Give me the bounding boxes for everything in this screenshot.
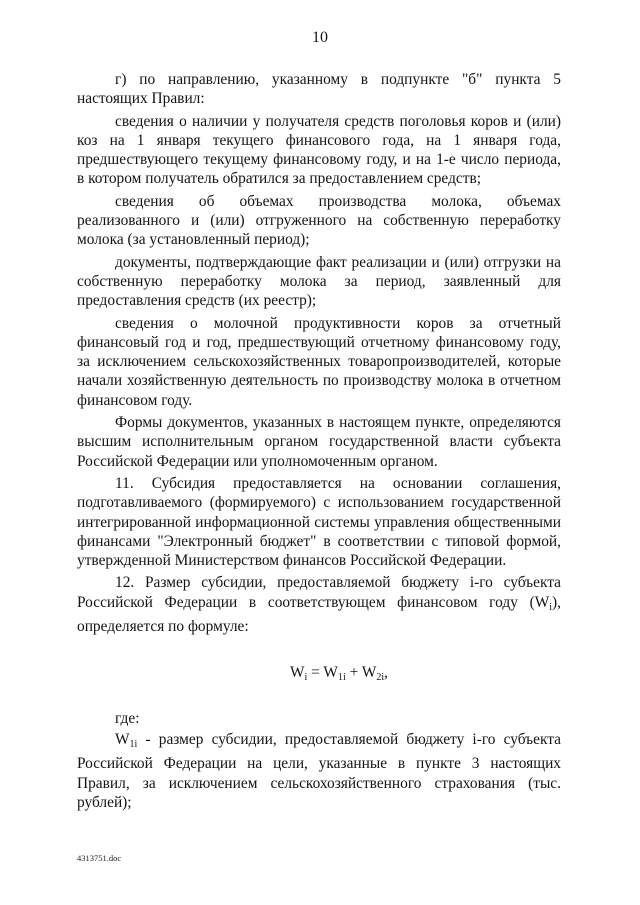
where-label: где: (115, 709, 140, 727)
paragraph-document-forms: Формы документов, указанных в настоящем пункте, определяются высшим исполнительным органом государственной власти субъекта Российской Федерации или уполномоченным органом. (77, 414, 561, 470)
paragraph-livestock-info: сведения о наличии у получателя средств поголовья коров и (или) коз на 1 января текущего финансового года, на 1 января года, предшествующего текущему финансовому году, и на 1-е число периода, в котором получатель обратился за предоставлением средств; (77, 112, 561, 188)
file-name-footer: 4313751.doc (77, 853, 122, 863)
formula-equals: = (307, 664, 324, 682)
formula-term2-sub: 2i (376, 672, 385, 684)
paragraph-sales-documents: документы, подтверждающие факт реализации и (или) отгрузки на собственную переработку молока за период, заявленный для предоставления средств (их реестр); (77, 253, 561, 310)
formula-tail: , (384, 664, 388, 682)
page-number: 10 (312, 29, 328, 46)
document-body (77, 70, 561, 812)
para12-subscript: i (549, 601, 553, 613)
paragraph-milk-productivity: сведения о молочной продуктивности коров за отчетный финансовый год и год, предшествующий отчетному финансовому году, за исключением сельскохозяйственных товаропроизводителей, которые начали хозяйственную деятельность по производству молока в отчетном финансовом году. (77, 314, 561, 409)
paragraph-11-agreement: 11. Субсидия предоставляется на основании соглашения, подготавливаемого (формируемого) с использованием государственной интегрированной информационной системы управления общественными финансами "Электронный бюджет" в соответствии с типовой формой, утвержденной Министерством финансов Российской Федерации. (77, 474, 561, 570)
formula-lhs-sub: i (304, 672, 308, 684)
definition-symbol: W (115, 730, 130, 748)
para12-text-after: ), определяется по формуле: (77, 593, 561, 636)
formula-plus: + (345, 664, 362, 682)
formula-term1: W (323, 664, 338, 682)
formula-term1-sub: 1i (337, 672, 346, 684)
paragraph-milk-volumes: сведения об объемах производства молока, объемах реализованного и (или) отгруженного на собственную переработку молока (за установленный период); (77, 192, 561, 249)
definition-w1i (77, 730, 561, 812)
formula-lhs: W (289, 664, 305, 682)
paragraph-g-direction: г) по направлению, указанному в подпункте "б" пункта 5 настоящих Правил: (77, 71, 561, 108)
para12-text-before: 12. Размер субсидии, предоставляемой бюджету i-го субъекта Российской Федерации в соответствующем финансовом году (W (77, 574, 561, 611)
subsidy-formula (77, 663, 561, 687)
definition-symbol-sub: 1i (129, 738, 138, 750)
definition-text: - размер субсидии, предоставляемой бюджету i-го субъекта Российской Федерации на цели, указанные в пункте 3 настоящих Правил, за исключением сельскохозяйственного страхования (тыс. рублей); (77, 730, 561, 811)
formula-term2: W (361, 664, 377, 682)
paragraph-12-subsidy-size (77, 573, 561, 636)
